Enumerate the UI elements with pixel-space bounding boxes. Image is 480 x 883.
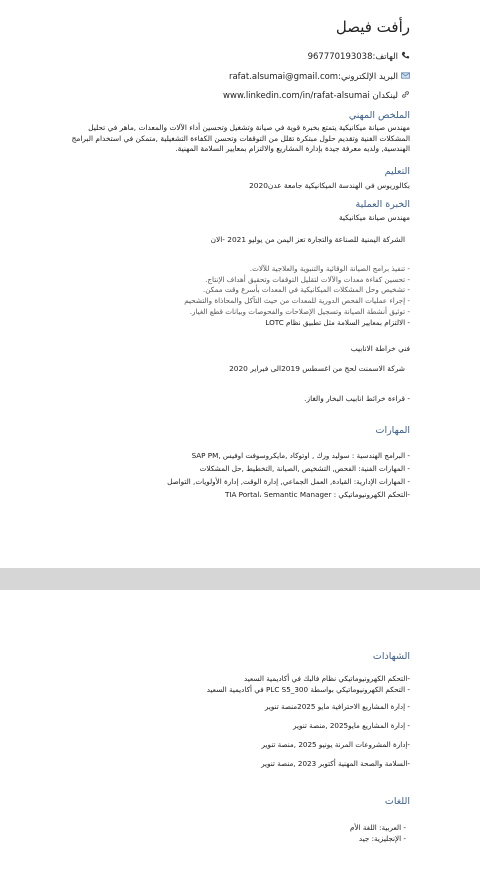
education-heading: التعليم	[384, 166, 410, 177]
languages-list	[0, 822, 406, 844]
list-item: - توثيق أنشطة الصيانة وتسجيل الإصلاحات والفحوصات وبيانات قطع الغيار.	[189, 306, 410, 316]
candidate-name: رأفت فيصل	[335, 18, 410, 36]
summary-text: مهندس صيانة ميكانيكية يتمتع بخبرة قوية في صيانة وتشغيل وتحسين أداء الآلات والمعدات ,ماهر في تحليل المشكلات الفنية وتقديم حلول مبتكرة تقلل من التوقفات وتحسن الكفاءة التشغيلية ,متمكن في استخدام البرامج الهندسية, ولديه معرفة جيدة بإدارة المشاريع والالتزام بمعايير السلامة المهنية.	[71, 123, 410, 153]
certificates-list	[0, 673, 410, 769]
list-item: - الالتزام بمعايير السلامة مثل تطبيق نظام LOTC	[265, 317, 410, 327]
skills-list	[0, 449, 410, 501]
skills-heading: المهارات	[375, 425, 410, 436]
linkedin-label: لينكدان	[372, 91, 398, 101]
email-line	[0, 71, 410, 82]
job-company-1: الشركة اليمنية للصناعة والتجارة تعز اليمن من يوليو 2021 -الان	[210, 235, 405, 244]
job-company-2: شركة الاسمنت لحج من اغسطس 2019الى فبراير 2020	[229, 364, 405, 373]
job-bullets-1	[0, 264, 410, 328]
summary-heading: الملخص المهني	[348, 110, 410, 121]
list-item: - التحكم الكهرونيوماتيكي بواسطة PLC S5_300 في أكاديمية السعيد	[206, 685, 410, 694]
certificates-heading: الشهادات	[372, 651, 410, 662]
list-item: - إجراء عمليات الفحص الدورية للمعدات من حيث التآكل والمحاذاة والتشحيم	[184, 296, 410, 306]
phone-icon	[401, 51, 410, 60]
languages-heading: اللغات	[384, 796, 410, 807]
list-item: - البرامج الهندسية : سوليد ورك , اوتوكاد ,مايكروسوفت اوفيس ,SAP PM	[191, 451, 410, 460]
list-item: -التحكم الكهرونيوماتيكي نظام فالبك في أكاديمية السعيد	[243, 674, 410, 683]
job-title-1: مهندس صيانة ميكانيكية	[338, 213, 410, 222]
list-item: -السلامة والصحة المهنية أكتوبر 2023 ,منصة تنوير	[261, 759, 410, 768]
envelope-icon	[401, 71, 410, 80]
job-bullet-2: - قراءة خرائط انابيب البخار والغاز.	[304, 394, 410, 403]
link-icon	[401, 90, 410, 99]
list-item: - تنفيذ برامج الصيانة الوقائية والتنبوية والعلاجية للآلات.	[249, 264, 410, 273]
email-link[interactable]: rafat.alsumai@gmail.com	[228, 72, 339, 82]
list-item: - المهارات الفنية: الفحص, التشخيص ,الصيانة ,التخطيط ,حل المشكلات	[199, 464, 410, 473]
linkedin-link[interactable]: www.linkedin.com/in/rafat-alsumai	[223, 91, 370, 101]
linkedin-line	[0, 90, 410, 101]
resume-page-2	[0, 590, 480, 883]
list-item: - تشخيص وحل المشكلات الميكانيكية في المعدات بأسرع وقت ممكن.	[202, 285, 410, 295]
list-item: - الإنجليزية: جيد	[358, 834, 406, 843]
list-item: - المهارات الإدارية: القيادة, العمل الجماعي, إدارة الوقت, إدارة الأولويات, التواصل	[167, 477, 410, 486]
list-item: -إدارة المشروعات المرنة يونيو 2025 ,منصة تنوير	[261, 740, 410, 749]
job-title-2: فني خراطة الانابيب	[350, 344, 410, 353]
phone-line	[0, 51, 410, 62]
experience-heading: الخبرة العملية	[355, 199, 410, 210]
email-label: البريد الإلكتروني:	[338, 72, 398, 82]
list-item: - العربية: اللغة الأم	[350, 823, 406, 832]
list-item: - إدارة المشاريع الاحترافية مايو 2025منصة تنوير	[264, 702, 410, 711]
phone-text: الهاتف:967770193038	[307, 52, 398, 62]
list-item: - تحسين كفاءة معدات والآلات لتقليل التوقفات وتحقيق أهداف الإنتاج.	[205, 274, 410, 284]
list-item: -التحكم الكهرونيوماتيكي : TIA Portal، Semantic Manager	[224, 490, 410, 499]
education-line: بكالوريوس في الهندسة الميكانيكية جامعة عدن2020	[249, 181, 410, 190]
list-item: - إدارة المشاريع مايو2025 ,منصة تنوير	[293, 721, 410, 730]
